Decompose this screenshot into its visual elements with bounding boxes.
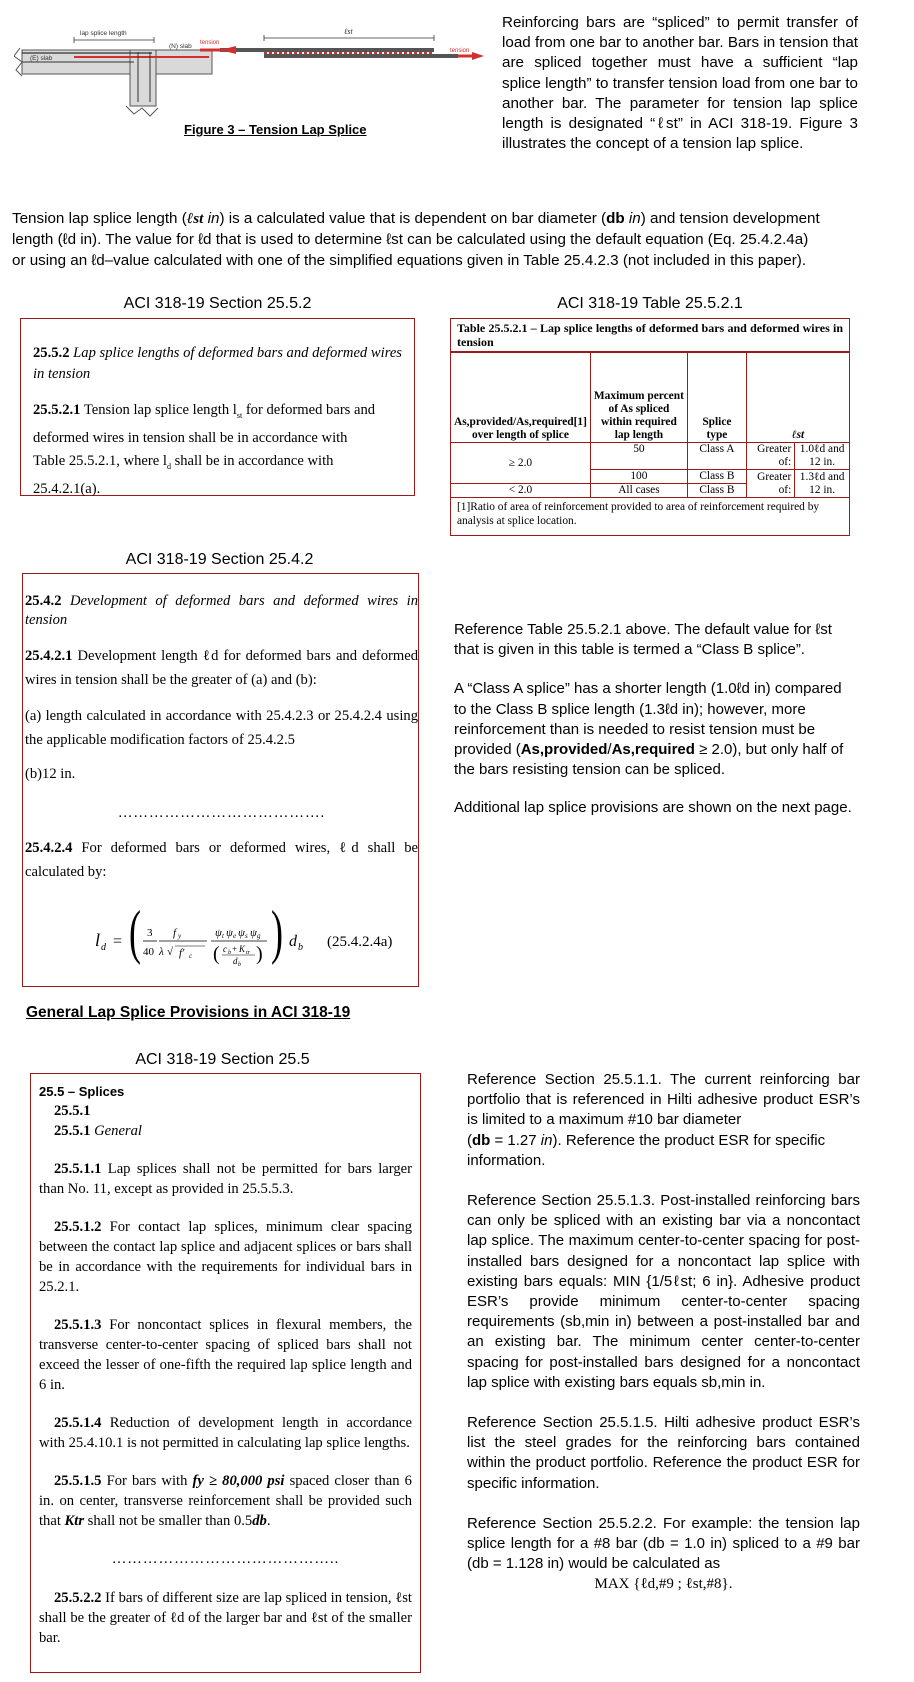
heading-section-2542: ACI 318-19 Section 25.4.2	[125, 551, 314, 568]
body-line-3: or using an ℓd–value calculated with one of the simplified equations given in Table 25.4.2.3 (not included in this paper).	[12, 252, 807, 269]
label-lst: ℓst	[344, 27, 353, 36]
section-25424-text: 25.4.2.4 For deformed bars or deformed wires, ℓd shall be calculated by:	[25, 840, 418, 880]
note-25511: Reference Section 25.5.1.1. The current reinforcing bar portfolio that is referenced in Hilti adhesive product ESR’s is limited to a maximum #10 bar diameter	[467, 1071, 860, 1129]
intro-text: Reinforcing bars are “spliced” to permit transfer of load from one bar to another bar. Bars in tension that are spliced together must have a sufficient “lap splice length” to transfer tension load from one bar to another bar. The parameter for tension lap splice length is designated “ℓst” in ACI 318-19. Figure 3 illustrates the concept of a tension lap splice.	[502, 14, 858, 153]
section-2551-general: 25.5.1 General	[54, 1123, 142, 1139]
svg-text:ψ: ψ	[238, 927, 245, 939]
svg-text:f: f	[173, 927, 177, 939]
box-section-2552	[20, 318, 415, 496]
section-255-dots: ……………………………………..	[111, 1551, 340, 1567]
equation-25424a	[95, 902, 475, 982]
section-2542-a: (a) length calculated in accordance with 25.4.2.3 or 25.4.2.4 using the applicable modification factors of 25.4.2.5	[25, 708, 418, 748]
lap-splice-diagram	[14, 22, 484, 122]
section-25513: 25.5.1.3 For noncontact splices in flexural members, the transverse center-to-center spacing of spliced bars shall not exceed the lesser of one-fifth the required lap splice length and 6 in.	[39, 1317, 412, 1393]
svg-text:c: c	[223, 944, 227, 954]
section-25522: 25.5.2.2 If bars of different size are lap spliced in tension, ℓst shall be the greater of ℓd of the larger bar and ℓst of the smaller bar.	[39, 1590, 412, 1646]
box-table-25521	[450, 318, 850, 536]
label-tension-left: tension	[200, 40, 220, 46]
svg-text:λ: λ	[159, 946, 164, 958]
svg-text:e: e	[233, 932, 237, 940]
box-section-2542	[22, 573, 419, 987]
heading-section-255: ACI 318-19 Section 25.5	[135, 1051, 310, 1068]
note-25513: Reference Section 25.5.1.3. Post-installed reinforcing bars can only be spliced with an existing bar via a noncontact lap splice. The maximum center-to-center spacing for post-installed bars designed for a noncontact lap splice with existing bars equals: MIN {1/5ℓst; 6 in}. Adhesive product ESR’s provide minimum center-to-center spacing requirements (sb,min in) between a post-installed bar and an existing bar. The minimum center center-to-center spacing for post-installed bars designed for a noncontact lap splice with existing bars equals sb,min in.	[467, 1192, 860, 1391]
svg-text:): )	[256, 943, 263, 965]
col-header-type: Splice type	[687, 353, 746, 443]
col-header-ratio: As,provided/As,required[1] over length of splice	[451, 353, 590, 443]
notes-section-2552	[454, 620, 854, 819]
section-2542-title: 25.4.2 Development of deformed bars and deformed wires in tension	[25, 593, 418, 628]
cell-ratio-ge2: ≥ 2.0	[451, 443, 590, 484]
table-footnote: [1]Ratio of area of reinforcement provided to area of reinforcement required by analysis at splice location.	[457, 501, 820, 527]
cell-value-b: 1.3ℓd and 12 in.	[795, 470, 849, 498]
body-line-1: Tension lap splice length (ℓst in) is a calculated value that is dependent on bar diameter (db in) and tension development	[12, 210, 820, 227]
note-class-a: A “Class A splice” has a shorter length (1.0ℓd in) compared to the Class B splice length (1.3ℓd in); however, more reinforcement than is needed to resist tension must be provided (As,provided/As,required ≥ 2.0), but only half of the bars resisting tension can be spliced.	[454, 680, 844, 779]
svg-text:(: (	[213, 943, 220, 965]
section-25521-text: 25.5.2.1 Tension lap splice length $l_{st}$ for deformed bars and deformed wires in tension shall be in accordance with Table 25.5.2.1, where $l_d$ shall be in accordance with 25.4.2.1(a).	[33, 402, 376, 497]
svg-text:ψ: ψ	[226, 927, 233, 939]
svg-text:t: t	[222, 932, 224, 940]
svg-text:y: y	[178, 932, 182, 940]
cell-type-b1: Class B	[687, 470, 746, 484]
table-header-row	[451, 353, 849, 443]
col-header-percent: Maximum percent of As spliced within required lap length	[590, 353, 687, 443]
body-paragraph	[12, 208, 892, 271]
cell-ratio-lt2: < 2.0	[451, 484, 590, 498]
cell-pct-100: 100	[590, 470, 687, 484]
equation-label: (25.4.2.4a)	[327, 934, 393, 950]
cell-greater-a: Greater of:	[746, 443, 794, 470]
svg-text:=: =	[113, 933, 123, 950]
svg-text:b: b	[238, 962, 241, 968]
section-25514: 25.5.1.4 Reduction of development length in accordance with 25.4.10.1 is not permitted in calculating lap splice lengths.	[39, 1415, 412, 1451]
svg-text:b: b	[228, 950, 231, 956]
section-2552-title: 25.5.2 Lap splice lengths of deformed bars and deformed wires in tension	[33, 345, 402, 382]
cell-type-b2: Class B	[687, 484, 746, 498]
intro-paragraph	[502, 13, 858, 154]
label-tension-right: tension	[450, 48, 470, 54]
notes-section-255	[467, 1070, 860, 1595]
heading-section-2552: ACI 318-19 Section 25.5.2	[123, 295, 312, 312]
section-25515: 25.5.1.5 For bars with fy ≥ 80,000 psi spaced closer than 6 in. on center, transverse reinforcement shall be provided such that Ktr shall not be smaller than 0.5db.	[39, 1473, 412, 1529]
svg-text:d: d	[289, 933, 297, 950]
box-section-255	[30, 1073, 421, 1673]
svg-text:(: (	[129, 902, 141, 966]
body-line-2: length (ℓd in). The value for ℓd that is used to determine ℓst can be calculated using the default equation (Eq. 25.4.2.4a)	[12, 231, 809, 248]
svg-text:K: K	[239, 944, 246, 954]
section-2542-dots: ………………………………….	[117, 805, 326, 821]
section-2542-b: (b)12 in.	[25, 766, 76, 782]
svg-text:d: d	[233, 956, 238, 966]
figure-caption: Figure 3 – Tension Lap Splice	[184, 122, 367, 137]
svg-text:√: √	[167, 946, 174, 958]
cell-type-a: Class A	[687, 443, 746, 470]
section-25421-text: 25.4.2.1 Development length ℓd for deformed bars and deformed wires in tension shall be the greater of (a) and (b):	[25, 648, 418, 688]
note-25522-max: MAX {ℓd,#9 ; ℓst,#8}.	[594, 1576, 733, 1593]
svg-text:40: 40	[143, 946, 154, 958]
svg-text:b: b	[298, 942, 303, 953]
cell-value-a: 1.0ℓd and 12 in.	[795, 443, 849, 470]
label-new-slab: (N) slab	[169, 43, 192, 50]
heading-table-25521: ACI 318-19 Table 25.5.2.1	[557, 295, 743, 312]
svg-text:): )	[271, 902, 283, 966]
label-existing-slab: (E) slab	[30, 55, 53, 62]
cell-greater-b: Greater of:	[746, 470, 794, 498]
figure-3	[14, 22, 484, 122]
svg-text:s: s	[245, 932, 248, 940]
svg-text:c: c	[189, 952, 193, 960]
lap-splice-table	[451, 352, 849, 498]
general-provisions-heading: General Lap Splice Provisions in ACI 318-19	[26, 1004, 351, 1021]
note-25511-b: (db = 1.27 in). Reference the product ESR for specific information.	[467, 1131, 826, 1169]
section-2551: 25.5.1	[54, 1103, 91, 1119]
svg-text:g: g	[257, 932, 261, 940]
section-25511: 25.5.1.1 Lap splices shall not be permitted for bars larger than No. 11, except as provided in 25.5.5.3.	[39, 1161, 412, 1197]
label-lap-splice-length: lap splice length	[80, 30, 127, 37]
cell-pct-50: 50	[590, 443, 687, 470]
table-row	[451, 443, 849, 470]
section-25512: 25.5.1.2 For contact lap splices, minimum clear spacing between the contact lap splice and adjacent splices or bars shall be in accordance with the requirements for individual bars in 25.2.1.	[39, 1219, 412, 1295]
table-caption: Table 25.5.2.1 – Lap splice lengths of deformed bars and deformed wires in tension	[451, 319, 849, 352]
svg-text:ψ: ψ	[250, 927, 257, 939]
svg-text:l: l	[95, 930, 101, 950]
note-additional: Additional lap splice provisions are shown on the next page.	[454, 799, 852, 817]
svg-text:ψ: ψ	[215, 927, 222, 939]
svg-text:+: +	[232, 944, 238, 954]
svg-text:3: 3	[147, 927, 153, 939]
svg-text:tr: tr	[246, 950, 251, 956]
note-25522: Reference Section 25.5.2.2. For example: the tension lap splice length for a #8 bar (db = 1.0 in) spliced to a #9 bar (db = 1.128 in) would be calculated as	[467, 1514, 860, 1573]
col-header-lst: ℓst	[746, 353, 849, 443]
note-class-b: Reference Table 25.5.2.1 above. The default value for ℓst that is given in this table is termed a “Class B splice”.	[454, 621, 832, 659]
svg-text:f′: f′	[179, 947, 185, 959]
note-25515: Reference Section 25.5.1.5. Hilti adhesive product ESR’s list the steel grades for the reinforcing bars contained within the product portfolio. Reference the product ESR for specific information.	[467, 1414, 860, 1492]
section-255-title: 25.5 – Splices	[39, 1084, 125, 1099]
svg-text:d: d	[101, 942, 106, 953]
cell-pct-all: All cases	[590, 484, 687, 498]
